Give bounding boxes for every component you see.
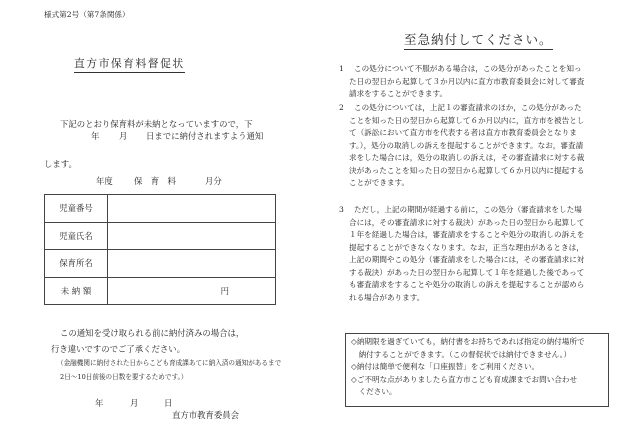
intro-line-2-rest: 日までに納付されますよう通知 xyxy=(146,131,264,141)
document-title: 直方市保育料督促状 xyxy=(74,56,185,73)
paragraph-line: １年を経過した場合は，審査請求をすることや処分の取消しの訴えを xyxy=(349,230,585,239)
box-line: ください。 xyxy=(351,387,397,396)
period-fee: 保 育 料 xyxy=(134,176,176,186)
box-line: ◇ご不明な点がありましたら直方市こども育成課までお問い合わせ xyxy=(351,374,578,384)
paragraph-line: ことができます。 xyxy=(349,178,410,187)
paragraph-line: 合には，その審査請求に対する裁決）があった日の翌日から起算して xyxy=(349,217,585,227)
paragraph-line: 上記の期間やこの処分（審査請求をした場合には，その審査請求に対 xyxy=(349,255,585,264)
date-year: 年 xyxy=(95,398,104,408)
paragraph-line: も審査請求をすることや処分の取消しの訴えを提起することが認めら xyxy=(349,280,585,289)
child-name-label: 児童氏名 xyxy=(45,222,108,250)
paragraph-number: 3 xyxy=(339,205,344,214)
paragraph-line: ことを知った日の翌日から起算して６か月以内に，直方市を被告とし xyxy=(349,115,585,125)
child-number-label: 児童番号 xyxy=(45,195,108,223)
notice-line-2: 行き違いですのでご了承ください。 xyxy=(51,344,185,354)
paragraph-line: た日の翌日から起算して３か月以内に直方市教育委員会に対して審査 xyxy=(349,76,585,86)
form-number: 様式第2号（第7条関係） xyxy=(44,10,130,19)
table-row xyxy=(45,222,276,250)
child-number-value xyxy=(108,195,276,223)
date-day: 日 xyxy=(164,398,173,408)
paragraph-line: れる場合があります。 xyxy=(349,292,425,302)
paragraph-line: す。），処分の取消しの訴えを提起することができます。なお，審査請 xyxy=(349,140,584,150)
notice-box xyxy=(345,333,609,407)
child-name-value xyxy=(108,222,276,250)
fee-table xyxy=(44,194,276,305)
notice-line-1: この通知を受け取られる前に納付済みの場合は， xyxy=(60,328,245,338)
unpaid-amount-label: 未 納 額 xyxy=(45,277,108,305)
nursery-name-label: 保育所名 xyxy=(45,250,108,278)
intro-line-2-year: 年 xyxy=(91,131,100,141)
unpaid-amount-value: 円 xyxy=(108,277,276,305)
paragraph-line: 求をした場合には，処分の取消しの訴えは，その審査請求に対する裁 xyxy=(349,153,585,162)
table-row xyxy=(45,195,276,223)
intro-line-1: 下記のとおり保育料が未納となっていますので，下 xyxy=(60,119,253,129)
small-note-line-1: （金融機関に納付された日からこども育成課あてに納入済の通知があるまで xyxy=(57,359,282,367)
paragraph-line: ただし，上記の期間が経過する前に，この処分（審査請求をした場 xyxy=(354,205,582,214)
urgent-heading: 至急納付してください。 xyxy=(404,30,553,50)
box-line: ◇納期限を過ぎていても，納付書をお持ちであれば指定の納付場所で xyxy=(351,337,585,346)
paragraph-number: 1 xyxy=(339,64,344,73)
paragraph-2 xyxy=(339,102,584,190)
paragraph-line: 決があったことを知った日の翌日から起算して６か月以内に提起する xyxy=(349,165,585,175)
date-month: 月 xyxy=(130,398,139,408)
intro-line-3: します。 xyxy=(44,159,77,169)
period-month: 月分 xyxy=(205,176,222,186)
paragraph-line: 提起することができなくなります。なお，正当な理由があるときは， xyxy=(349,242,584,252)
issuer: 直方市教育委員会 xyxy=(172,410,239,420)
small-note-line-2: 2日～10日前後の日数を要するためです。） xyxy=(60,373,188,381)
paragraph-line: この処分については，上記１の審査請求のほか，この処分があった xyxy=(354,103,582,112)
table-row xyxy=(45,250,276,278)
paragraph-number: 2 xyxy=(339,103,344,112)
paragraph-line: て（訴訟において直方市を代表する者は直方市教育委員会となりま xyxy=(349,128,577,137)
period-year: 年度 xyxy=(96,176,113,186)
nursery-name-value xyxy=(108,250,276,278)
table-row xyxy=(45,277,276,305)
paragraph-line: 請求をすることができます。 xyxy=(349,89,448,98)
paragraph-3 xyxy=(339,204,584,304)
box-line: ◇納付は簡単で便利な「口座振替」をご利用ください。 xyxy=(351,362,540,371)
paragraph-1 xyxy=(339,63,584,101)
paragraph-line: する裁決）があった日の翌日から起算して１年を経過した後であって xyxy=(349,267,585,277)
intro-line-2-month: 月 xyxy=(119,131,128,141)
box-line: 納付することができます。（この督促状では納付できません。） xyxy=(351,349,572,359)
paragraph-line: この処分について不服がある場合は，この処分があったことを知っ xyxy=(354,64,582,73)
